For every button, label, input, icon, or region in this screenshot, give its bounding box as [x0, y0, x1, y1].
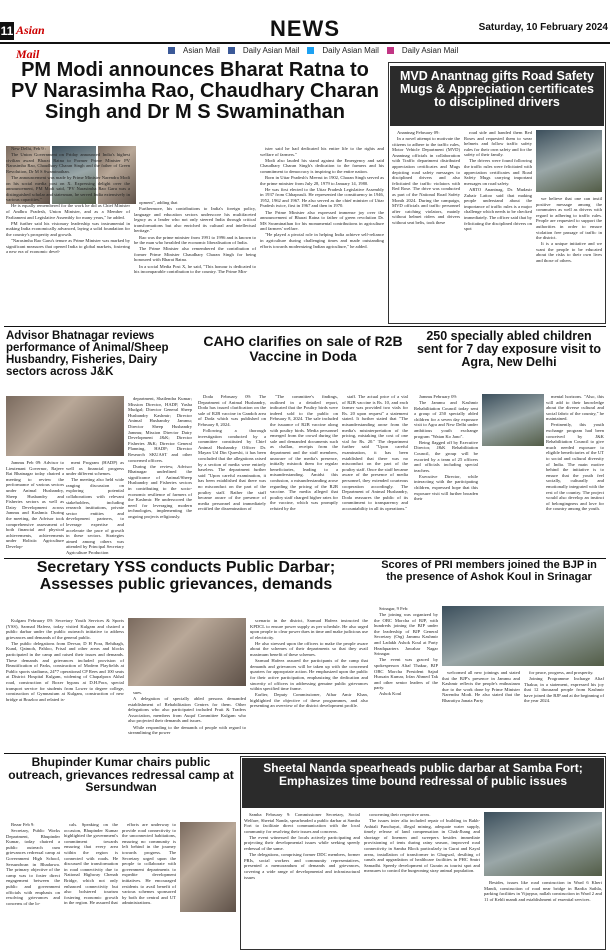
story6-headline: Secretary YSS conducts Public Darbar; Assesses public grievances, demands [36, 559, 336, 593]
story2-column-3: we believe that one can instil positive message among the commuters as well as drivers with regard to adhering to traffic rules. People are requested to support the authorities in order to ensure violation free passage of traffic in the district. It is a unique initiative and we want the people to be educated about the risks to their own lives and those of others. [536, 196, 602, 264]
story1-column-2: opment", adding that Furthermore, his contributions to India's foreign policy, language and education sectors underscore his multifaceted legacy as a leader who not only steered India through critical transformations but also enriched its cultural and intellectual heritage." Rao was the prime minister from 1991 to 1996 and is known to be the man who heralded the economic liberalisation of India. The Prime Minister also remembered the contribution of former Prime Minister Chaudhary Charan Singh for being honoured with Bharat Ratna. In a social Media Post X, he said, "This honour is dedicated to his incomparable contribution to the country. The Prime Min- [134, 200, 256, 275]
story4-headline: CAHO clarifies on sale of R2B Vaccine in Doda [203, 333, 403, 364]
page-number-box [0, 22, 14, 40]
social-handle: Daily Asian Mail [242, 45, 300, 55]
story7-column-3: for peace, progress, and prosperity. Joining Programme Incharge Altaf Thakur, in a statement, expressed his joy that 12 thousand people from Kashmir have joined the BJP and at the beginning of the year 2024. [524, 670, 604, 704]
story9-photo [484, 812, 602, 876]
story3-photo [6, 396, 124, 456]
story6-column-3: scenario in the district, Sarmad Hafeez instructed the KPDCL to ensure power supply as per schedule. He also urged upon people to clear power dues in time and make judicious use of electricity. He also stressed upon the officers to make the people aware about the schemes of their departments so that they avail maximum benefit of these schemes. Sarmad Hafeez assured the participants of the camp that demands and grievances will be taken up with the concerned quarters for appropriate action. He emphasized upon the public for their active participation, emphasizing the dedication and sincerity of officers in addressing genuine public grievances within specified time frame. Earlier, Deputy Commissioner, Athar Amir Khan, highlighted the objective of these programmes, and also presenting an overview of the district development profile. [250, 618, 368, 709]
social-handle: Asian Mail [183, 45, 220, 55]
story3-column-1: Jammu Feb 09: Advisor to Lieutenant Governor, Rajeev Rai Bhatnagar today chaired a meeting to review the performance of various sectors under Animal Husbandry, Sheep Husbandry and Fisheries sectors as well as Dairy Development across Jammu and Kashmir. During the meeting, the Advisor took comprehensive assessment of both financial and physical achievements, achievements under Holistic Agriculture Develop- [6, 460, 64, 549]
story7-column-2: welcomed all new joinings and stated that the BJP's presence in Jammu and Kashmir reflects the people's enthusiasm due to the work done by Prime Minister Narendra Modi. He also stated that the Bharatiya Janata Party [442, 670, 520, 703]
story8-column-1: Bezar Feb 9: Secretary, Public Works Department, Bhupinder Kumar, today chaired a public outreach cum grievances redressal camp at Government High School, Sersundwan in Bhadarwa. The primary objective of the camp was to foster direct engagement between the public and government officials with emphasis on resolving grievances and concerns of the lo- [6, 822, 60, 906]
story4-column-1: Doda February 09: The Department of Animal Husbandry, Doda has issued clarification on the sale of R2B vaccine in Gandoh area of Doda which was published on February 8, 2024. Following a thorough investigation conducted by a committee constituted by Chief Animal Husbandry Officer Dr. Mayan Ud Din Qureshi, it has been concluded that the allegations raised by a section of media were entirely baseless. The department further said "Upon careful examination, it has been established that there was no misconduct on the part of the poultry staff. Rather the staff became aware of the presence of media personnel and immediately rectified the dissemination of [198, 394, 266, 512]
story7-column-1: Srinagar, 9 Feb: The joining was organized by the OBC Morcha of BJP, with hundreds joining the BJP under the leadership of BJP General Secretary (Org) Jammu Kashmir and Ladakh Ashok Koul at Party Headquarters Jawahar Nagar Srinagar. The event was graced by spokesperson Altaf Thakur, BJP OBC Morcha President Sajad Hussain Kumar, Irfan Ahmed Tak and other senior leaders of the party. Ashok Koul [374, 606, 438, 697]
story1-headline: PM Modi announces Bharat Ratna to PV Narasimha Rao, Chaudhary Charan Singh and Dr M S Swaminathan [11, 59, 379, 123]
story3-column-2: ment Program (HADP) as well as financial progress under different schemes. The meeting also held wide ranging discussion on exploring potential collaborations with relevant stakeholders, including research institutions, private sector entities and development partners, to leverage expertise and accelerate the pace of growth in these sectors. Strategies aimed among others was attended by Principal Secretary Agriculture Production [66, 460, 124, 555]
section-title: NEWS [270, 16, 340, 41]
story8-photo [180, 822, 236, 912]
story9-column-1: Samba February 9: Commissioner Secretary, Social Welfare, Sheetal Nanda, spearheaded a public darbar at Samba Fort to facilitate direct communication with the local community for resolving their issues and concerns. The event witnessed the locals actively participating and projecting their developmental issues while seeking speedy redressal of the same. The delegations, comprising former DDC members, former PRIs, social workers and community representatives, presented a memorandum of demands and grievances, covering a wide range of developmental and infrastructural issues [244, 812, 360, 880]
story8-headline: Bhupinder Kumar chairs public outreach, grievances redressal camp at Sersundwan [8, 755, 234, 795]
facebook-icon [228, 47, 235, 54]
story2-photo [536, 130, 602, 192]
story3-column-3: department, Shailendra Kumar; Mission Director, HADP, Yasha Mudgal; Director General Sheep Husbandry Kashmir; Director Animal Husbandry Jammu; Director Sheep Husbandry Jammu; Mission Director Dairy Development J&K; Director Fisheries J&K; Director General Planning, HADP; Director Research SKUAST and other concerned officers. During the review, Advisor Bhatnagar underlined the significance of Animal/Sheep Husbandry and Fisheries sectors in contributing to the socio-economic resilience of farmers of the Kashmir. He underscored the need for leveraging modern technologies, implementing the ongoing projects religiously. [128, 396, 192, 519]
story8-column-3: efforts are underway to provide road connectivity to the unconnected habitations, ensuring no community is left behind in the journey towards progress. The Secretary urged upon the people to collaborate with government departments to expedite development initiatives. He encouraged residents to avail benefit of various schemes sponsored by both the central and UT administrations. [122, 822, 176, 906]
story2-headline: MVD Anantnag gifts Road Safety Mugs & Appreciation certificates to disciplined drivers [390, 66, 604, 126]
story6-photo [128, 618, 246, 686]
story4-column-2: "The committee's findings, outlined in a detailed report, indicated that the Poultry birds were indeed sold to the public on February 8, 2024. The sale included the issuance of R2B vaccine along with poultry birds. Media personnel emerged from the crowd during the sale and demanded documents such as challan, receipts from the department and the staff members, unaware of the media's presence, initially mistook them for regular beneficiaries, leading to a misunderstanding. Amidst this confusion, a misunderstanding arose regarding the pricing of the R2B vaccine. The media alleged that poultry staff charged higher rates for the vaccine, which was promptly refuted by the [270, 394, 338, 511]
story1-column-3: ister said he had dedicated his entire life to the rights and welfare of farmers." Modi also lauded his stand against the Emergency and said Chaudhary Charan Singh's dedication to the farmers and his commitment to democracy is inspiring to the entire nation. Born in Uttar Pradesh's Meerut in 1902, Charan Singh served as the prime minister from July 28, 1979 to January 14, 1980. He was first elected to the Uttar Pradesh Legislative Assembly in 1937 from Chhaprauli. He represented the constituency in 1946, 1952, 1962 and 1967. He also served as the chief minister of Uttar Pradesh twice, first in 1967 and then in 1970. The Prime Minister also expressed immense joy over the announcement of Bharat Ratna to father of green revolution Dr. MS Swaminathan for his monumental contributions in agriculture and farmers' welfare. "He played a pivotal role in helping India achieve self-reliance in agriculture during challenging times and made outstanding efforts towards modernizing Indian agriculture," he added. [260, 146, 384, 249]
story9-headline: Sheetal Nanda spearheads public darbar at Samba Fort; Emphasizes time bound redressal of public issues [242, 758, 604, 808]
story6-column-2: sues. A delegation of specially abled persons demanded establishment of Rehabilitation Centres for them. Other delegations who also participated included Fruit & Traders Association, members from Auqaf Committee Kulgam who also projected their demands and issues. While responding to the demands of people with regard to streamlining the power [128, 690, 246, 736]
section-divider [4, 753, 606, 754]
story5-column-2: mental horizons. "Also, this will add to their knowledge about the diverse cultural and social fabric of the country," he maintained. Pertinently, this youth exchange program had been conceived by J&K Rehabilitation Council to give much needed exposure to eligible beneficiaries of the UT to social and cultural diversity of India. The main motive behind the initiative is to ensure that the youth feel socially, culturally and emotionally integrated with the rest of the country. The project would also develop an instinct of belongingness and love for the country among the youth. [546, 394, 604, 512]
story4-column-3: staff. The actual price of a vial of R2B vaccine is Rs. 10, and each farmer was provided two vials for Rs. 20 upon request" a statement stated. It further stated that "The misunderstanding arose from the media's misinterpretation of the pricing, mistaking the cost of one vial for Rs. 20." The department further said "Upon careful examination, it has been established that there was no misconduct on the part of the poultry staff. Once the staff became aware of the presence of media personnel, they extended courteous cooperation accordingly. The Department of Animal Husbandry, Doda reassures the public of its commitment to transparency and accountability in all its operations." [342, 394, 408, 511]
twitter-icon [307, 47, 314, 54]
story2-column-1: Anantnag February 09: In a novel attempt to motivate the citizens to adhere to the traffic rules, Motor Vehicle Department (MVD) Anantnag officials in collaboration with Traffic department distributed appreciation certificates and Mugs depicting road safety messages to disciplined drivers and also felicitated the traffic violators with Red Rose. The drive was conducted as part of the National Road Safety Month 2024. During the campaign, MVD officials and traffic personnel after catching violators, mainly without helmet riders and drivers without seat belts, took these [392, 130, 460, 225]
story5-headline: 250 specially abled children sent for 7 day exposure visit to Agra, New Delhi [416, 329, 602, 370]
story8-column-2: cals. Speaking on the occasion, Bhupinder Kumar highlighted the government's commitment towards ensuring that every area within the region is connected with roads. He discussed the transformation in road connectivity due to National Highway Chenab Bridge, which not only enhanced connectivity but also bolstered tourism fostering economic growth in the region. He assured that [64, 822, 118, 906]
story1-column-1: New Delhi, Feb 9 : The Union Government on Friday announced India's highest civilian award Bharat Ratna to Former Prime Minister PV Narasimha Rao, Chaudhary Charan Singh and the father of Green Revolution, Dr M S Swaminathan. The announcement was made by Prime Minister Narendra Modi on his social media post on X. Expressing delight over the announcement, PM Modi said, "PV Narasimha Rao Garu was a distinguished scholar and statesman, he served India extensively in various capacities." He is equally remembered for the work he did as Chief Minister of Andhra Pradesh, Union Minister, and as a Member of Parliament and Legislative Assembly for many years," he added. PM further said his visionary leadership was instrumental in making India economically advanced, laying a solid foundation for the country's prosperity and growth. "Narasimha Rao Garu's tenure as Prime Minister was marked by significant measures that opened India to global markets, fostering a new era of economic devel- [6, 146, 130, 255]
story6-column-1: Kulgam February 09: Secretary Youth Services & Sports (YSS), Sarmad Hafeez, today visited Kulgam and chaired a public darbar under the public outreach initiative to address grievances and demands of the general public. The public delegations from Devsar, D H Pora, Behibagh, Kund, Qaimoh, Pahloo, Frisal and other areas and blocks participated in the camp and raised their issues and demands. These demands and grievances included provision of Beautification of Parks, construction of Modern Playfields at Public sports stadiums, 24*7 operational CP Rees and 100 seats at District Hospital Kulgam, widening of Chapalpora Akhal road, construction of Boxer bypass at D.H.Pora, special transport service for students from Lower to degree college, construction of Gymnasium at Kulgam, construction of new bridge at Brazloo and related is- [6, 618, 124, 702]
date-line: Saturday, 10 February 2024 [478, 22, 608, 33]
brand-name: Asian Mail [16, 23, 45, 61]
story5-column-1: Jammu February 09: The Jammu and Kashmir Rehabilitation Council today sent a group of 250 specially abled children for a seven day exposure visit to Agra and New Delhi under ambitious youth exchange program "Watan Ko Jano". Being flagged off by Executive Director, J&K Rehabilitation Council, the group will be escorted by a team of 25 officers and officials including special teachers. Executive Director, while interacting with the participating children, expressed hope that this exposure visit will further broaden their [414, 394, 478, 502]
social-handle: Daily Asian Mail [401, 45, 459, 55]
social-strip [168, 44, 608, 56]
story2-column-2: road side and handed them Red Roses and requested them to wear helmets and follow traffic safety rules for their own safety and for the safety of their family. The drivers were found following the traffic rules were felicitated with appreciation certificates and Road Safety Mugs carrying important messages on road safety. ARTO Anantnag, Dr. Mudasir Zubair Lattoo said that making people understand about the importance of traffic rules is a major challenge which needs to be checked immediately. The officer said that by felicitating the disciplined drivers on spot [464, 130, 532, 232]
instagram-icon [387, 47, 394, 54]
brand-logo [16, 18, 68, 61]
story9-column-2: concerning their respective areas. The issues inter alia included repair of building in Bakh-Anhtali Panchayat, illegal mining, adequate water supply, timely release of land compensation in Chak-Jhang and shortage of linemen and sweepers besides immediate provisioning of tents during rainy season, improved road connectivity in Samba Block particularly in Gurai and Kayal areas, installation of transformer in Ghagwal, desilting of canals and upgradation of healthcare facilities in PHC Smiri Samadhi. Speedy development of Gurain as tourist spot and measures to control the burgeoning stray animal population. [364, 812, 480, 874]
story7-headline: Scores of PRI members joined the BJP in the presence of Ashok Koul in Srinagar [381, 559, 597, 583]
story9-column-3: Besides, issues like road construction in Ward 6 Kheri Mandi, construction of road near bridge in Bardia Sathla, parking facilities in Vijaypur, nallah construction in Ward 2 and 11 of Kehli mandi and establishment of essential services. [484, 880, 602, 902]
facebook-icon [168, 47, 175, 54]
social-handle: Daily Asian Mail [322, 45, 379, 55]
story3-headline: Advisor Bhatnagar reviews performance of Animal/Sheep Husbandry, Fisheries, Dairy sectors across J&K [6, 330, 169, 379]
section-divider [4, 326, 606, 327]
page-number: 11 [0, 24, 14, 38]
story7-photo [442, 606, 604, 666]
